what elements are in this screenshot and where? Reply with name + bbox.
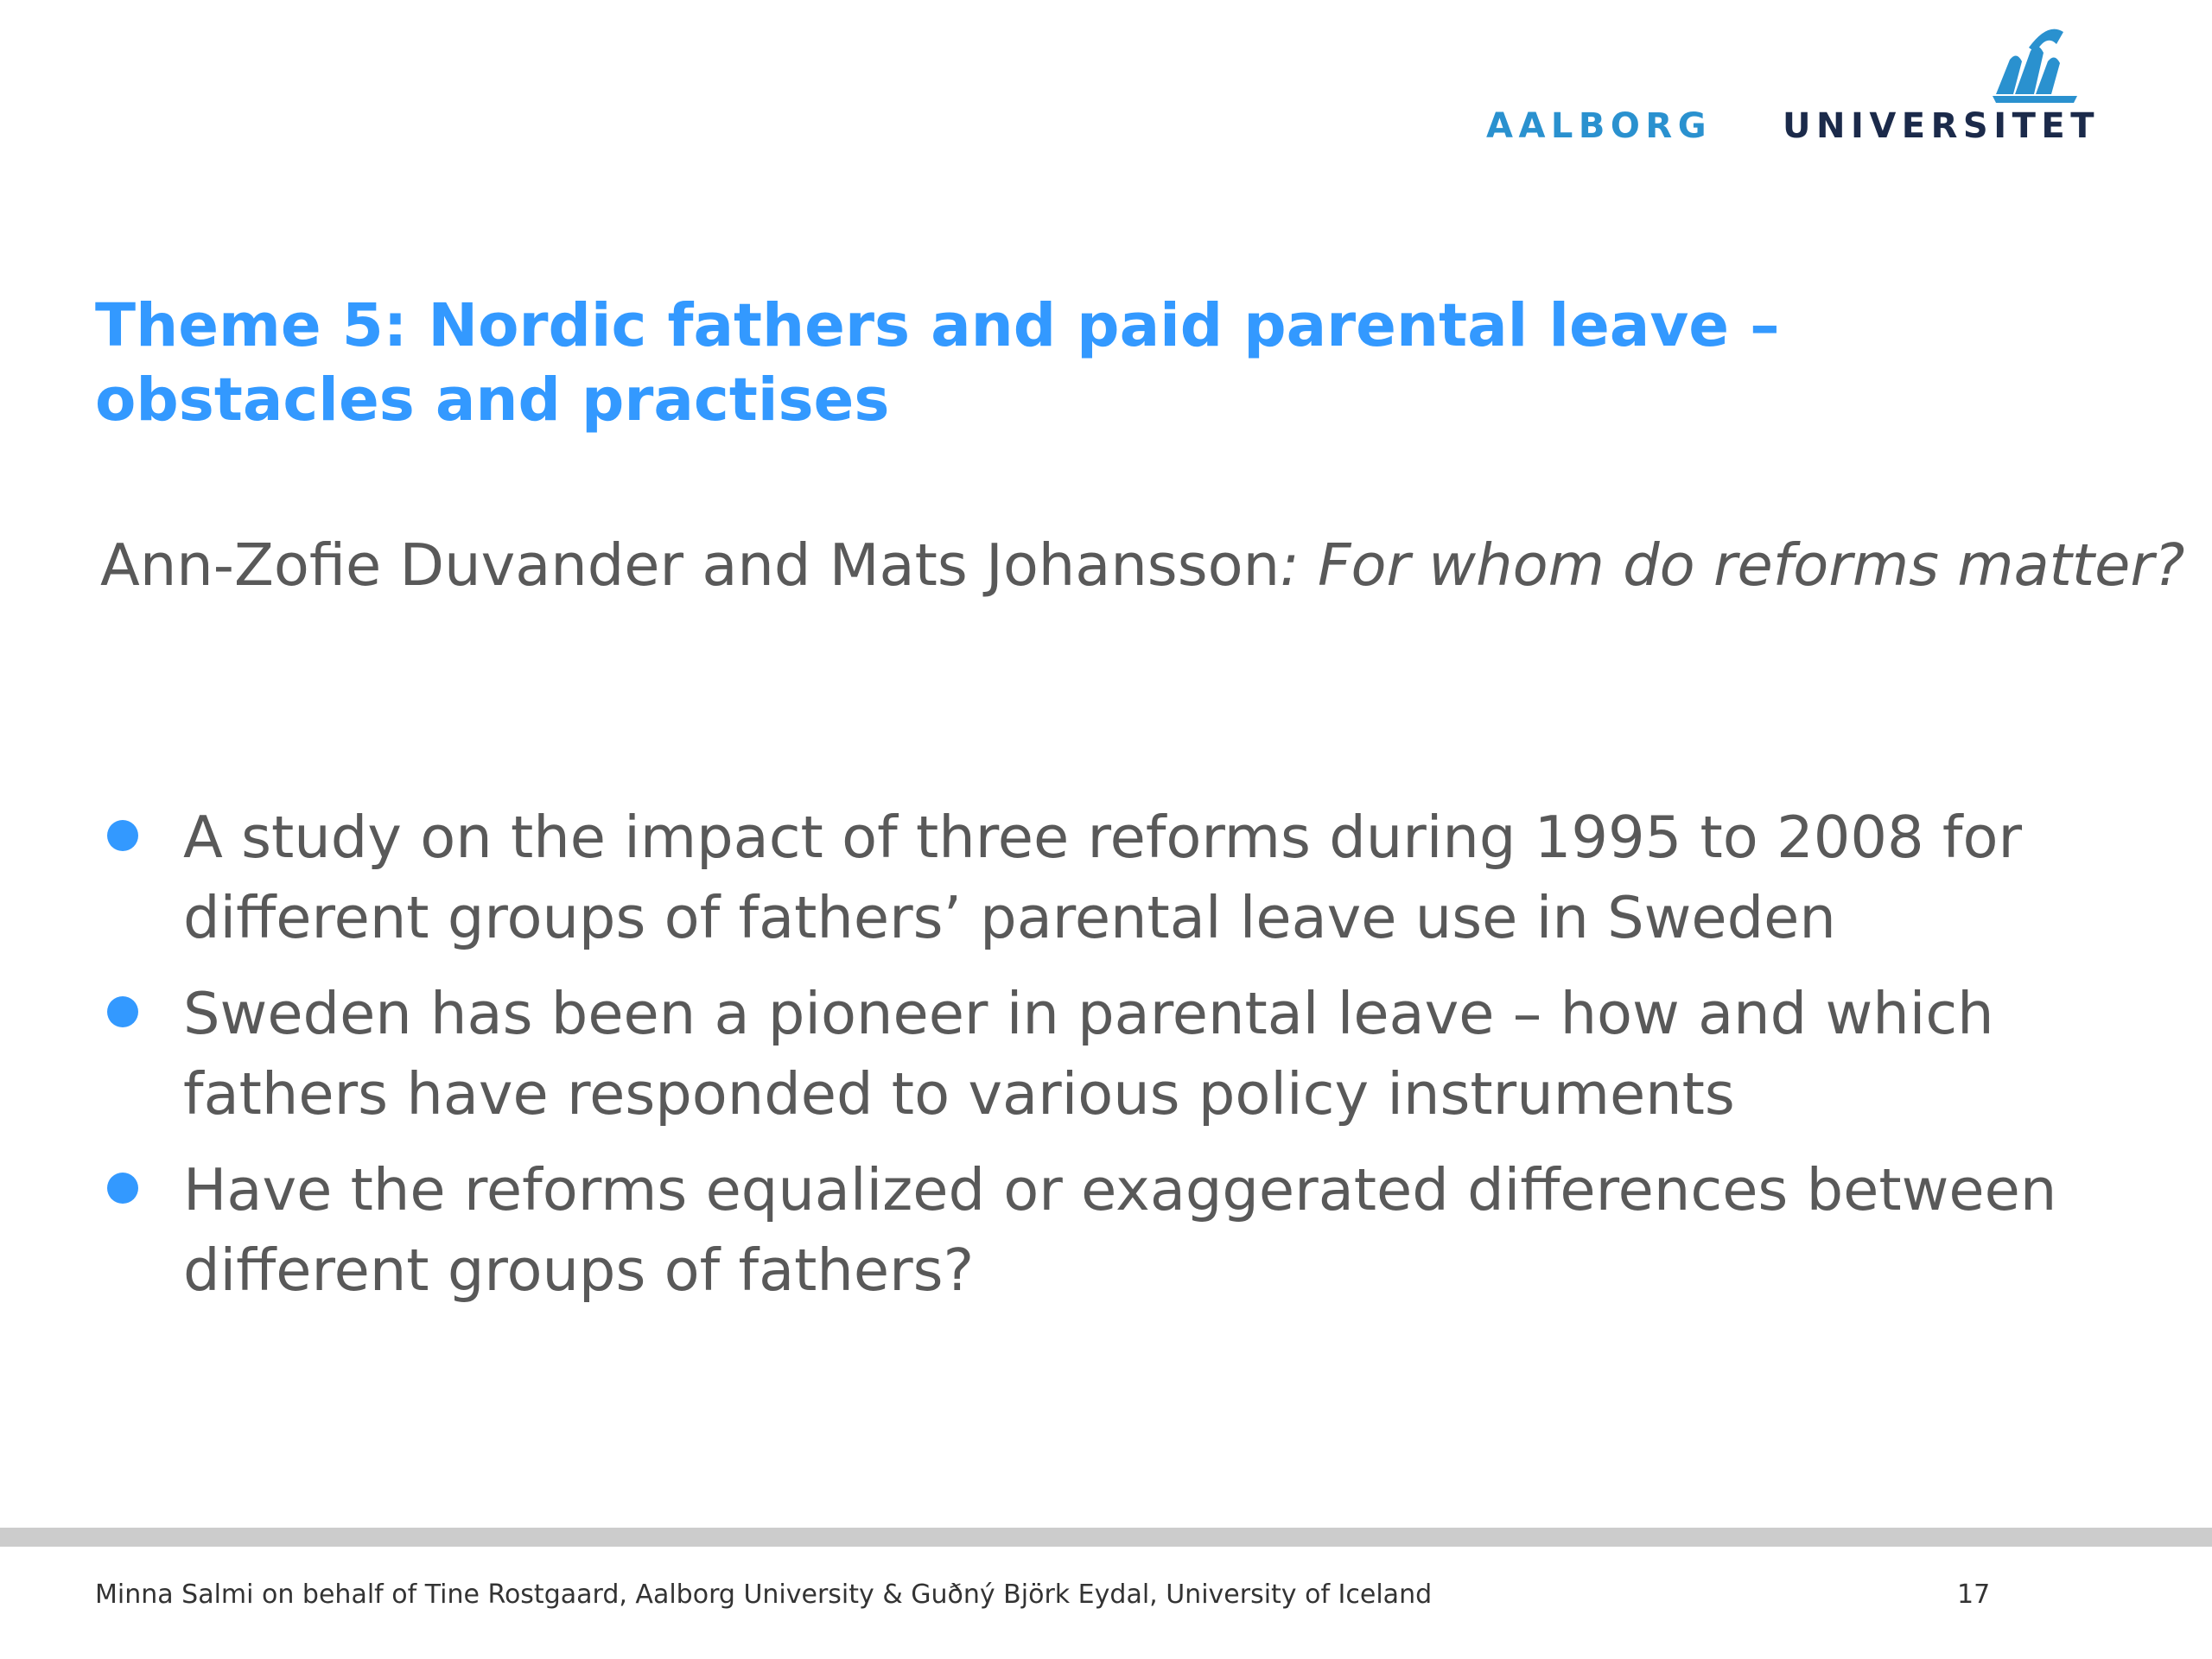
bullet-item: [0, 974, 2212, 1135]
footer-text: Minna Salmi on behalf of Tine Rostgaard, Aalborg University & Guðný Björk Eydal, University of Iceland: [95, 1580, 1433, 1610]
aalborg-university-logo-icon: [1486, 22, 2160, 147]
bullet-item: [0, 798, 2212, 958]
bullet-dot-icon: [107, 1173, 138, 1204]
bullet-dot-icon: [107, 820, 138, 851]
aalborg-university-logo: [1486, 22, 2160, 147]
subtitle: [100, 525, 2212, 606]
logo-text-universitet: UNIVERSITET: [1783, 106, 2101, 146]
logo-text-aalborg: AALBORG: [1486, 106, 1713, 146]
slide-title: Theme 5: Nordic fathers and paid parental leave – obstacles and practises: [95, 291, 1780, 435]
subtitle-separator: :: [1280, 531, 1318, 599]
bullet-text: Have the reforms equalized or exaggerated differences between different groups of fathers?: [183, 1156, 2057, 1304]
subtitle-authors: Ann-Zofie Duvander and Mats Johansson: [100, 531, 1281, 599]
page-number: 17: [1957, 1580, 1991, 1610]
bullet-text: A study on the impact of three reforms during 1995 to 2008 for different groups of fathers’ parental leave use in Sweden: [183, 804, 2023, 951]
bullet-list: [0, 798, 2212, 1326]
bullet-text: Sweden has been a pioneer in parental leave – how and which fathers have responded to various policy instruments: [183, 980, 1994, 1128]
subtitle-work-title: For whom do reforms matter?: [1317, 531, 2185, 599]
footer-divider: [0, 1528, 2212, 1547]
bullet-item: [0, 1150, 2212, 1311]
bullet-dot-icon: [107, 996, 138, 1027]
